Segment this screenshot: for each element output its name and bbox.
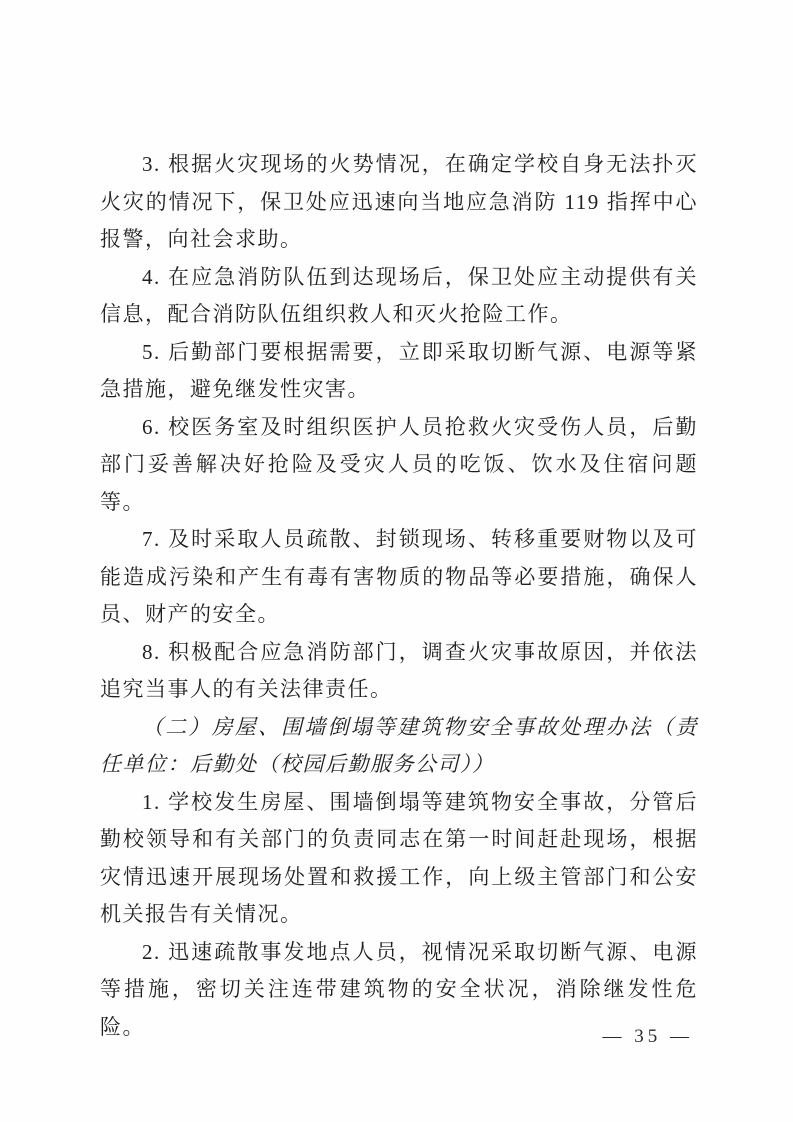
paragraph-collapse-2: 2. 迅速疏散事发地点人员，视情况采取切断气源、电源等措施，密切关注连带建筑物的安全状况，消除继发性危险。 [100,939,698,1039]
paragraph-collapse-1: 1. 学校发生房屋、围墙倒塌等建筑物安全事故，分管后勤校领导和有关部门的负责同志在第一时间赶赴现场，根据灾情迅速开展现场处置和救援工作，向上级主管部门和公安机关报告有关情况。 [100,789,698,926]
paragraph-fire-3: 3. 根据火灾现场的火势情况，在确定学校自身无法扑灭火灾的情况下，保卫处应迅速向当地应急消防 119 指挥中心报警，向社会求助。 [100,152,698,251]
paragraph-fire-4: 4. 在应急消防队伍到达现场后，保卫处应主动提供有关信息，配合消防队伍组织救人和灭火抢险工作。 [100,264,698,326]
page-number: — 35 — [602,1026,693,1047]
paragraph-fire-8: 8. 积极配合应急消防部门，调查火灾事故原因，并依法追究当事人的有关法律责任。 [100,639,698,701]
paragraph-fire-7: 7. 及时采取人员疏散、封锁现场、转移重要财物以及可能造成污染和产生有毒有害物质的物品等必要措施，确保人员、财产的安全。 [100,527,698,626]
paragraph-fire-5: 5. 后勤部门要根据需要，立即采取切断气源、电源等紧急措施，避免继发性灾害。 [100,339,698,401]
paragraph-fire-6: 6. 校医务室及时组织医护人员抢救火灾受伤人员，后勤部门妥善解决好抢险及受灾人员的吃饭、饮水及住宿问题等。 [100,414,698,514]
section-heading-building-collapse: （二）房屋、围墙倒塌等建筑物安全事故处理办法（责任单位：后勤处（校园后勤服务公司）） [100,714,698,776]
document-body [100,146,698,1046]
